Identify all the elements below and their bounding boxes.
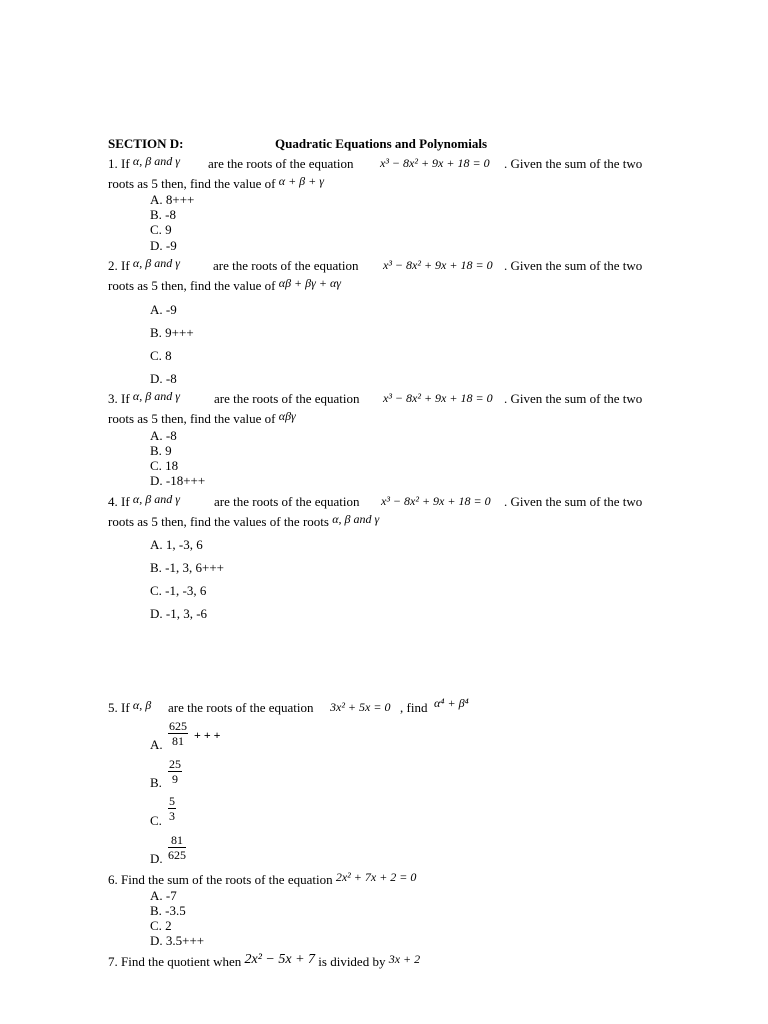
- q5-option-d-numerator: 81: [168, 833, 186, 848]
- q6-option-a: A. -7: [150, 888, 177, 903]
- q4-option-c: C. -1, -3, 6: [150, 583, 207, 598]
- q1-option-b: B. -8: [150, 207, 176, 222]
- q1-option-a: A. 8+++: [150, 192, 195, 207]
- q7-divisor: 3x + 2: [388, 952, 421, 966]
- q1-option-c: C. 9: [150, 222, 172, 237]
- q3-option-d: D. -18+++: [150, 473, 206, 488]
- q6-option-d: D. 3.5+++: [150, 933, 205, 948]
- q4-equation: x³ − 8x² + 9x + 18 = 0: [381, 494, 491, 508]
- q5-option-b-fraction: [168, 757, 182, 786]
- q5-option-c-numerator: 5: [169, 794, 175, 808]
- section-header: [108, 136, 660, 152]
- q3-option-a: A. -8: [150, 428, 177, 443]
- q5-equation: 3x² + 5x = 0: [330, 700, 391, 714]
- q5-option-a-fraction: [168, 719, 188, 748]
- q3-vars: α, β and γ: [132, 389, 180, 403]
- question-2-line-1: 2. If α, β and γ are the roots of the equation x³ − 8x² + 9x + 18 = 0 . Given the sum of the two: [108, 256, 643, 273]
- q2-option-d: D. -8: [150, 371, 177, 386]
- q5-option-c-denominator: 3: [169, 809, 175, 823]
- q5-option-b-denominator: 9: [172, 772, 178, 786]
- q5-option-a-numerator: 625: [169, 719, 187, 733]
- q5-option-d-fraction: [168, 833, 186, 862]
- q6-option-b: B. -3.5: [150, 903, 186, 918]
- question-7-line-1: 7. Find the quotient when 2x² − 5x + 7 is divided by 3x + 2: [108, 952, 421, 969]
- q5-expression: α⁴ + β⁴: [434, 696, 469, 710]
- q3-equation: x³ − 8x² + 9x + 18 = 0: [383, 391, 493, 405]
- q4-vars: α, β and γ: [132, 492, 180, 506]
- q7-polynomial: 2x² − 5x + 7: [244, 952, 316, 967]
- q5-option-a-denominator: 81: [172, 734, 184, 748]
- q2-vars: α, β and γ: [132, 256, 180, 270]
- question-2-line-2: roots as 5 then, find the value of αβ + βγ + αγ: [108, 276, 341, 293]
- q5-option-a-mark: + + +: [194, 728, 221, 742]
- q2-equation: x³ − 8x² + 9x + 18 = 0: [383, 258, 493, 272]
- q5-option-b-label: B.: [150, 775, 162, 790]
- q2-option-a: A. -9: [150, 302, 177, 317]
- q3-expression: αβγ: [278, 409, 296, 423]
- q5-vars: α, β: [132, 698, 152, 712]
- question-3-line-2: roots as 5 then, find the value of αβγ: [108, 409, 296, 426]
- q1-vars: α, β and γ: [132, 154, 180, 168]
- q5-option-d-label: D.: [150, 851, 163, 866]
- q5-option-d-denominator: 625: [168, 848, 186, 862]
- q5-option-b-numerator: 25: [169, 757, 181, 771]
- q4-option-a: A. 1, -3, 6: [150, 537, 203, 552]
- section-label: SECTION D:: [108, 136, 184, 151]
- question-6-line-1: 6. Find the sum of the roots of the equation 2x² + 7x + 2 = 0: [108, 870, 417, 887]
- q6-option-c: C. 2: [150, 918, 172, 933]
- question-5-line-1: 5. If α, β are the roots of the equation 3x² + 5x = 0 , find α⁴ + β⁴: [108, 696, 469, 715]
- q1-equation: x³ − 8x² + 9x + 18 = 0: [380, 156, 490, 170]
- q3-option-c: C. 18: [150, 458, 179, 473]
- question-1-line-2: roots as 5 then, find the value of α + β + γ: [108, 174, 324, 191]
- q4-option-b: B. -1, 3, 6+++: [150, 560, 224, 575]
- q1-expression: α + β + γ: [278, 174, 324, 188]
- q2-option-c: C. 8: [150, 348, 172, 363]
- q5-option-c-label: C.: [150, 813, 162, 828]
- q4-expression: α, β and γ: [332, 512, 380, 526]
- question-1-line-1: 1. If α, β and γ are the roots of the equation x³ − 8x² + 9x + 18 = 0 . Given the sum of the two: [108, 154, 643, 171]
- question-3-line-1: 3. If α, β and γ are the roots of the equation x³ − 8x² + 9x + 18 = 0 . Given the sum of the two: [108, 389, 643, 406]
- question-4-line-1: 4. If α, β and γ are the roots of the equation x³ − 8x² + 9x + 18 = 0 . Given the sum of the two: [108, 492, 643, 509]
- q3-option-b: B. 9: [150, 443, 172, 458]
- q2-expression: αβ + βγ + αγ: [278, 276, 341, 290]
- section-title: Quadratic Equations and Polynomials: [275, 136, 488, 151]
- q5-option-c-fraction: [168, 794, 176, 823]
- q6-equation: 2x² + 7x + 2 = 0: [335, 870, 417, 884]
- q2-option-b: B. 9+++: [150, 325, 194, 340]
- question-4-line-2: roots as 5 then, find the values of the roots α, β and γ: [108, 512, 380, 529]
- q1-option-d: D. -9: [150, 238, 177, 253]
- q4-option-d: D. -1, 3, -6: [150, 606, 208, 621]
- q5-option-a-label: A.: [150, 737, 163, 752]
